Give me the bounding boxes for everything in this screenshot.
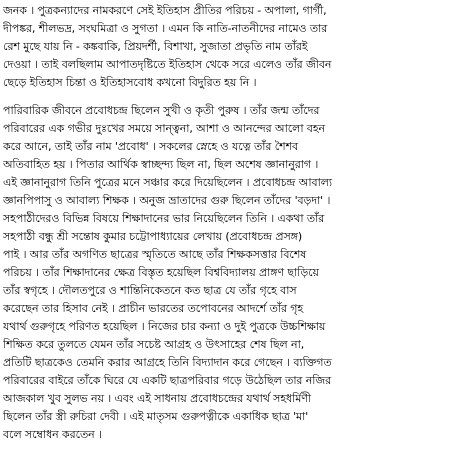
paragraph-spacer bbox=[3, 92, 452, 102]
text-line: তাঁর স্বগৃহে । দৌলতপুরে ও শান্তিনিকেতনে কত ছাত্র যে তাঁর গৃহে বাস bbox=[3, 284, 297, 297]
text-line: পারিবারিক জীবনে প্রবোধচন্দ্র ছিলেন সুখী ও কৃতী পুরুষ । তাঁর জন্ম তাঁদের bbox=[3, 104, 320, 117]
text-line: সহপাঠীদেরও বিভিন্ন বিষয়ে শিক্ষাদানের ভার নিয়েছিলেন তিনি । একথা তাঁর bbox=[3, 212, 325, 225]
paragraph-intro bbox=[3, 2, 452, 92]
text-line: দীপঙ্কর, শীলভদ্র, সংঘমিত্রা ও সুগতা । এমন কি নাতি-নাতনীদের নামেও তার bbox=[3, 22, 328, 35]
text-line: এই জ্ঞানানুরাগ তিনি পুত্রের মনে সঞ্চার করে দিয়েছিলেন । প্রবোধচন্দ্র আবাল্য bbox=[3, 176, 332, 189]
text-line: করেছেন তার হিসাব নেই । প্রাচীন ভারতের তপোবনের আদর্শে তাঁর গৃহ bbox=[3, 302, 304, 315]
text-line: ছিলেন তাঁর স্ত্রী রুচিরা দেবী । এই মাতৃসম গুরুপত্নীকে একাধিক ছাত্র 'মা' bbox=[3, 410, 309, 423]
text-line: করে আনে, তাই তাঁর নাম 'প্রবোধ' । সকলের স্নেহে ও যত্নে তাঁর শৈশব bbox=[3, 140, 299, 153]
paragraph-family-life bbox=[3, 102, 452, 444]
text-line: পরিবারের এক গভীর দুঃখের সময়ে সান্ত্বনা, আশা ও আনন্দের আলো বহন bbox=[3, 122, 325, 135]
text-line: দেওয়া । তাই বলছিলাম আপাতদৃষ্টিতে ইতিহাস থেকে সরে এলেও তাঁর জীবন bbox=[3, 58, 332, 71]
text-line: আজকাল খুব সুলভ নয় । এবং এই সাধনায় প্রবোধচন্দ্রের যথার্থ সহধর্মিণী bbox=[3, 392, 311, 405]
text-line: রেশ মুছে যায় নি - কঙ্কবাকি, প্রিয়দর্শী, বিশাখা, সুজাতা প্রভৃতি নাম তাঁরই bbox=[3, 40, 308, 53]
text-line: পরিবারের বাইরে তাঁকে ঘিরে যে একটি ছাত্রপরিবার গড়ে উঠেছিল তার নজির bbox=[3, 374, 332, 387]
text-line: যথার্থ গুরুগৃহে পরিণত হয়েছিল । নিজের চার কন্যা ও দুই পুত্রকে উচ্চশিক্ষায় bbox=[3, 320, 326, 333]
text-line: পাই । আর তাঁর অগণিত ছাত্রের স্মৃতিতে আছে তাঁর শিক্ষকসত্তার বিশেষ bbox=[3, 248, 307, 261]
text-line: পরিচয় । তাঁর শিক্ষাদানের ক্ষেত্র বিস্তৃত হয়েছিল বিশ্ববিদ্যালয় প্রাঙ্গণ ছাড়িয়ে bbox=[3, 266, 319, 279]
text-line: বলে সম্বোধন করতেন । bbox=[3, 428, 102, 441]
text-line: অতিবাহিত হয় । পিতার আর্থিক স্বাচ্ছন্দ্য ছিল না, ছিল অশেষ জ্ঞানানুরাগ । bbox=[3, 158, 319, 171]
text-line: সহপাঠী বন্ধু শ্রী সন্তোষ কুমার চট্টোপাধ্যায়ের লেখায় (প্রবোধচন্দ্র প্রসঙ্গ) bbox=[3, 230, 303, 243]
text-line: শিক্ষিত করে তুলতে যেমন তাঁর সচেষ্ট আগ্রহ ও উৎসাহের শেষ ছিল না, bbox=[3, 338, 305, 351]
text-line: প্রতিটি ছাত্রকেও তেমনি করার আগ্রহে তিনি বিদ্যাদান করে গেছেন । ব্যক্তিগত bbox=[3, 356, 332, 369]
text-line: জনক । পুত্রকন্যাদের নামকরণে সেই ইতিহাস প্রীতির পরিচয় - অপালা, গার্গী, bbox=[3, 4, 327, 17]
text-line: জ্ঞানপিপাসু ও আবাল্য শিক্ষক । অনুজ ভ্রাতাদের গুরু ছিলেন তাঁদের 'বড়দা' । bbox=[3, 194, 331, 207]
text-line: ছেড়ে ইতিহাস চিন্তা ও ইতিহাসবোধ কখনো বিদুরিত হয় নি । bbox=[3, 76, 257, 89]
